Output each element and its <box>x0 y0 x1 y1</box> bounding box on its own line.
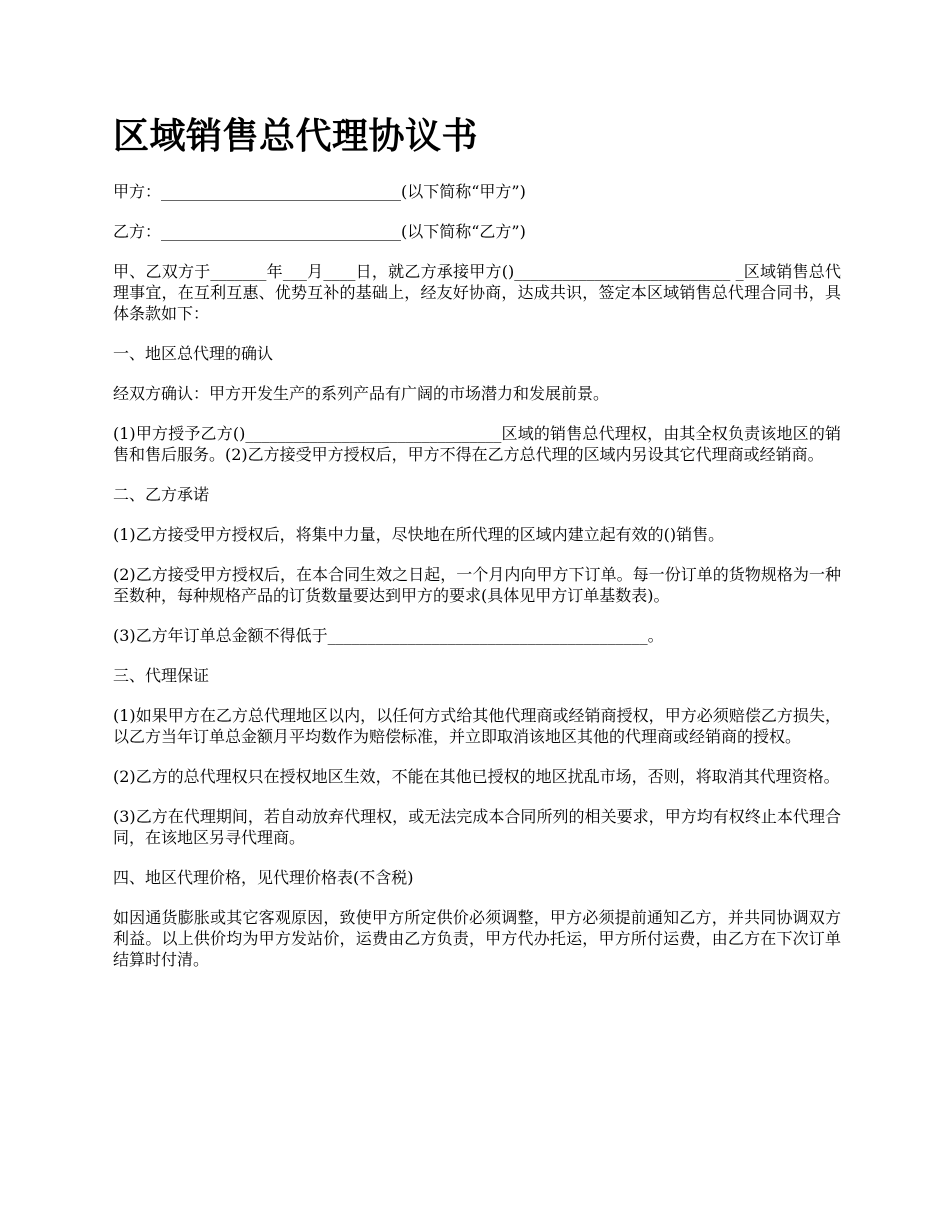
section-heading-4: 四、地区代理价格，见代理价格表(不含税) <box>113 868 414 887</box>
party-a-line: 甲方：______________________________(以下简称“甲方”) <box>113 182 526 201</box>
section-2-paragraph-1: (1)乙方接受甲方授权后，将集中力量，尽快地在所代理的区域内建立起有效的()销售。 <box>113 525 725 544</box>
section-heading-3: 三、代理保证 <box>113 666 210 685</box>
section-3-paragraph-1: (1)如果甲方在乙方总代理地区以内，以任何方式给其他代理商或经销商授权，甲方必须赔偿乙方损失，以乙方当年订单总金额月平均数作为赔偿标准，并立即取消该地区其他的代理商或经销商的授权。 <box>113 706 841 746</box>
section-2-paragraph-2: (2)乙方接受甲方授权后，在本合同生效之日起，一个月内向甲方下订单。每一份订单的货物规格为一种至数种，每种规格产品的订货数量要达到甲方的要求(具体见甲方订单基数表)。 <box>113 565 841 605</box>
section-heading-2: 二、乙方承诺 <box>113 485 210 504</box>
document-title: 区域销售总代理协议书 <box>113 116 479 157</box>
section-heading-1: 一、地区总代理的确认 <box>113 344 274 363</box>
section-3-paragraph-2: (2)乙方的总代理权只在授权地区生效，不能在其他已授权的地区扰乱市场，否则，将取消其代理资格。 <box>113 767 840 786</box>
preamble-paragraph: 甲、乙双方于_______年___月____日，就乙方承接甲方()___________________________ _区域销售总代理事宜，在互利互惠、优势互补的基础上，经友好协商，达成共识，签定本区域销售总代理合同书，具体条款如下： <box>113 262 841 323</box>
section-1-paragraph-2: (1)甲方授予乙方()________________________________区域的销售总代理权，由其全权负责该地区的销售和售后服务。(2)乙方接受甲方授权后，甲方不得在乙方总代理的区域内另设其它代理商或经销商。 <box>113 424 841 464</box>
section-1-paragraph-1: 经双方确认：甲方开发生产的系列产品有广阔的市场潜力和发展前景。 <box>113 384 610 403</box>
section-2-paragraph-3: (3)乙方年订单总金额不得低于________________________________________。 <box>113 626 664 645</box>
section-3-paragraph-3: (3)乙方在代理期间，若自动放弃代理权，或无法完成本合同所列的相关要求，甲方均有权终止本代理合同，在该地区另寻代理商。 <box>113 807 841 847</box>
document-page <box>113 112 841 989</box>
party-b-line: 乙方：______________________________(以下简称“乙方”) <box>113 222 526 241</box>
section-4-paragraph-1: 如因通货膨胀或其它客观原因，致使甲方所定供价必须调整，甲方必须提前通知乙方，并共同协调双方利益。以上供价均为甲方发站价，运费由乙方负责，甲方代办托运，甲方所付运费，由乙方在下次订单结算时付清。 <box>113 908 841 969</box>
